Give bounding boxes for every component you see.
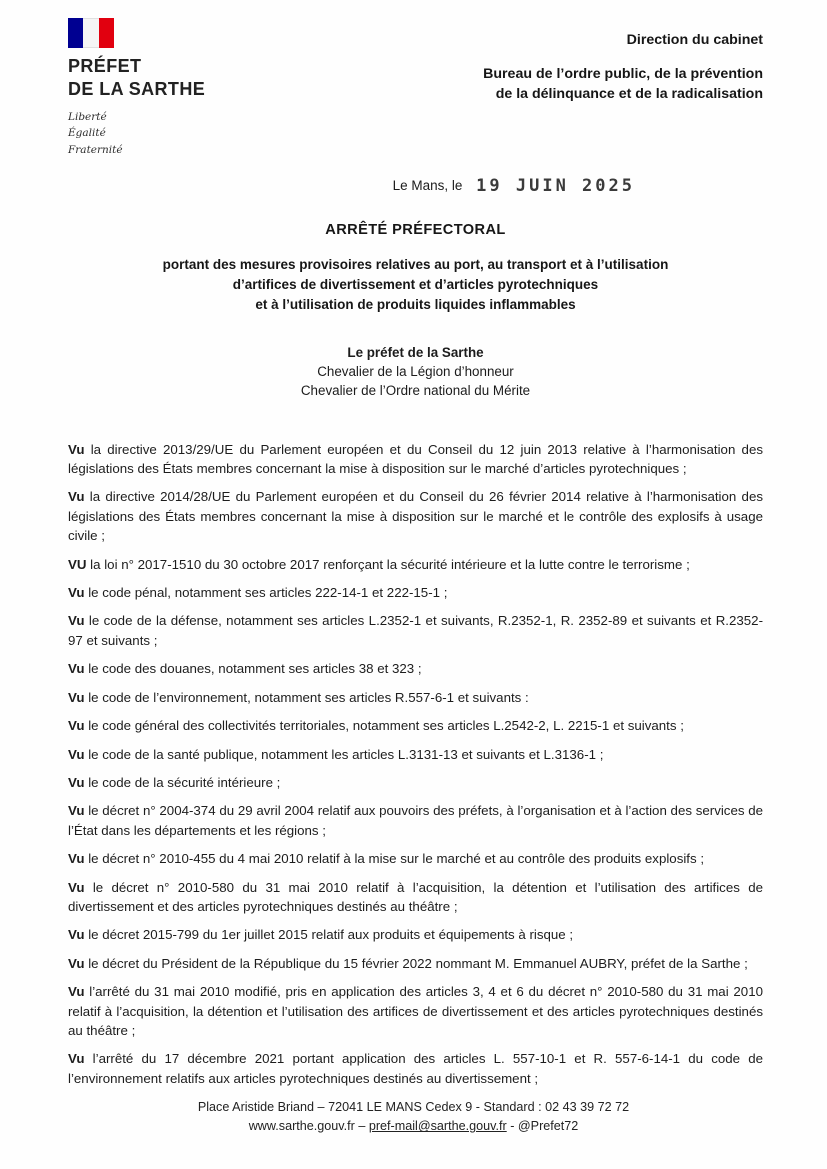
date-stamp: 19 JUIN 2025: [476, 175, 635, 196]
vu-lead: Vu: [68, 803, 85, 819]
vu-paragraph: Vu la directive 2013/29/UE du Parlement européen et du Conseil du 12 juin 2013 relative à l’harmonisation des législations des États membres concernant la mise à disposition sur le marché d’articles pyrotechniques ;: [68, 441, 763, 477]
footer-contact-line: [0, 1117, 827, 1137]
vu-lead: Vu: [68, 955, 85, 971]
footer-website: www.sarthe.gouv.fr –: [248, 1119, 369, 1134]
vu-paragraph: Vu le décret n° 2010-455 du 4 mai 2010 relatif à la mise sur le marché et au contrôle des produits explosifs ;: [68, 851, 705, 867]
vu-paragraph: VU la loi n° 2017-1510 du 30 octobre 2017 renforçant la sécurité intérieure et la lutte contre le terrorisme ;: [68, 556, 690, 572]
vu-paragraph: Vu le code de la sécurité intérieure ;: [68, 774, 281, 790]
authority-line-2: Chevalier de la Légion d’honneur: [317, 363, 514, 379]
vu-paragraph: Vu le code général des collectivités territoriales, notamment ses articles L.2542-2, L. 2215-1 et suivants ;: [68, 718, 684, 734]
vu-lead: Vu: [68, 585, 85, 601]
vu-paragraph: Vu le décret n° 2010-580 du 31 mai 2010 relatif à l’acquisition, la détention et l’utilisation des artifices de divertissement et des articles pyrotechniques destinés au théâtre ;: [68, 879, 763, 914]
motto-line-liberte: Liberté: [68, 111, 107, 123]
vu-paragraph: Vu le code de l’environnement, notamment ses articles R.557-6-1 et suivants :: [68, 689, 529, 705]
vu-paragraph: Vu le décret n° 2004-374 du 29 avril 2004 relatif aux pouvoirs des préfets, à l’organisation et à l’action des services de l’État dans les départements et les régions ;: [68, 803, 763, 838]
vu-lead: Vu: [68, 984, 85, 1000]
vu-lead: Vu: [68, 1051, 85, 1067]
vu-paragraph: Vu la directive 2014/28/UE du Parlement européen et du Conseil du 26 février 2014 relative à l’harmonisation des législations des États membres concernant la mise à disposition sur le marché et le contrôle des explosifs à usage civile ;: [68, 489, 763, 544]
vu-lead: Vu: [68, 746, 85, 762]
vu-paragraph: Vu le code pénal, notamment ses articles 222-14-1 et 222-15-1 ;: [68, 585, 448, 601]
motto-line-egalite: Égalité: [68, 127, 106, 140]
vu-paragraph: Vu l’arrêté du 31 mai 2010 modifié, pris en application des articles 3, 4 et 6 du décret n° 2010-580 du 31 mai 2010 relatif à l’acquisition, la détention et l’utilisation des artifices de divertissement et des articles pyrotechniques destinés au théâtre ;: [68, 984, 763, 1038]
authority-line-1: Le préfet de la Sarthe: [347, 344, 484, 360]
subtitle-line-1: portant des mesures provisoires relatives au port, au transport et à l’utilisation: [162, 256, 669, 272]
vu-paragraphs: [68, 440, 763, 1089]
footer-address-line: Place Aristide Briand – 72041 LE MANS Cedex 9 - Standard : 02 43 39 72 72: [197, 1099, 630, 1114]
prefecture-logo: [68, 18, 288, 158]
service-line-bureau-2: de la délinquance et de la radicalisation: [495, 86, 763, 103]
service-line-bureau-1: Bureau de l’ordre public, de la prévention: [483, 65, 763, 82]
logo-title-line2: DE LA SARTHE: [68, 78, 206, 99]
logo-title-line1: PRÉFET: [68, 56, 142, 76]
vu-paragraph: Vu le décret du Président de la République du 15 février 2022 nommant M. Emmanuel AUBRY, préfet de la Sarthe ;: [68, 955, 748, 971]
authority-line-3: Chevalier de l’Ordre national du Mérite: [300, 382, 531, 398]
subtitle-line-3: et à l’utilisation de produits liquides inflammables: [255, 297, 576, 313]
vu-paragraph: Vu le décret 2015-799 du 1er juillet 2015 relatif aux produits et équipements à risque ;: [68, 927, 574, 943]
service-line-direction: Direction du cabinet: [626, 32, 763, 48]
french-flag-icon: [68, 18, 114, 48]
vu-paragraph: Vu le code des douanes, notamment ses articles 38 et 323 ;: [68, 661, 422, 677]
document-subtitle: [68, 255, 763, 316]
vu-lead: Vu: [68, 661, 85, 677]
issuing-service: [483, 18, 763, 105]
footer-twitter-handle: - @Prefet72: [506, 1119, 579, 1134]
date-place-label: Le Mans, le: [392, 177, 463, 193]
vu-lead: VU: [68, 556, 87, 572]
vu-lead: Vu: [68, 489, 85, 505]
vu-lead: Vu: [68, 851, 85, 867]
vu-paragraph: Vu le code de la défense, notamment ses articles L.2352-1 et suivants, R.2352-1, R. 2352-89 et suivants et R.2352-97 et suivants ;: [68, 613, 763, 648]
title-block: [68, 222, 763, 400]
footer: [0, 1098, 827, 1137]
footer-email-link[interactable]: pref-mail@sarthe.gouv.fr: [368, 1119, 507, 1134]
vu-paragraph: Vu le code de la santé publique, notamment les articles L.3131-13 et suivants et L.3136-1 ;: [68, 746, 604, 762]
vu-lead: Vu: [68, 613, 85, 629]
signing-authority: [68, 343, 763, 400]
vu-lead: Vu: [68, 879, 85, 895]
vu-lead: Vu: [68, 927, 85, 943]
header: [68, 18, 763, 158]
vu-lead: Vu: [68, 774, 85, 790]
motto-line-fraternite: Fraternité: [68, 143, 123, 156]
vu-paragraph: Vu l’arrêté du 17 décembre 2021 portant application des articles L. 557-10-1 et R. 557-6-14-1 du code de l’environnement relatifs aux articles pyrotechniques destinés au divertissement ;: [68, 1051, 763, 1086]
document-title: ARRÊTÉ PRÉFECTORAL: [325, 221, 506, 238]
vu-lead: Vu: [68, 441, 85, 457]
vu-lead: Vu: [68, 718, 85, 734]
subtitle-line-2: d’artifices de divertissement et d’articles pyrotechniques: [232, 277, 599, 293]
date-line: [68, 176, 763, 196]
vu-lead: Vu: [68, 689, 85, 705]
logo-motto: [68, 109, 288, 158]
